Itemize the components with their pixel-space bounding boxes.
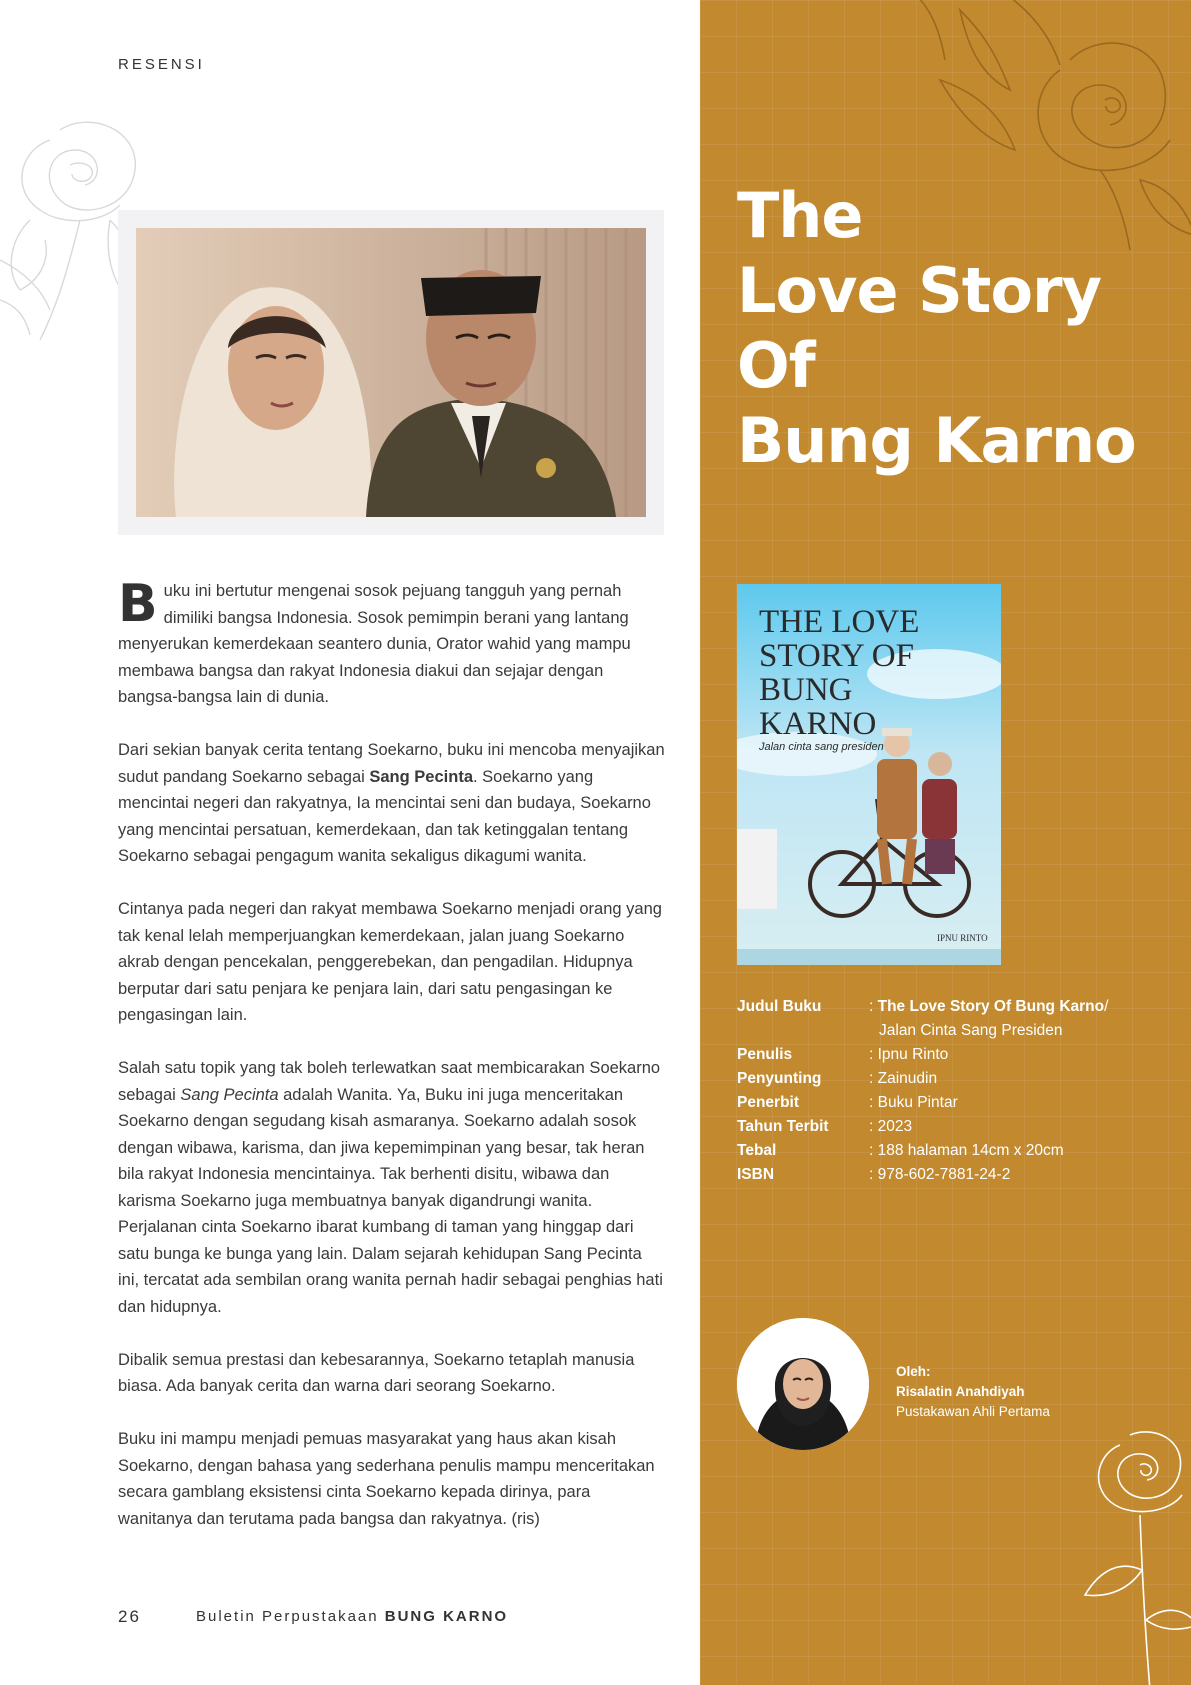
book-info-subtitle: Jalan Cinta Sang Presiden [879,1022,1063,1039]
book-info-editor-row: Penyunting : Zainudin [737,1070,938,1087]
cover-title-line-1: THE LOVE [759,604,920,640]
section-label: RESENSI [118,56,205,73]
photo-frame [118,210,664,535]
article-paragraph-3: Cintanya pada negeri dan rakyat membawa Soekarno menjadi orang yang tak kenal lelah memperjuangkan kemerdekaan, jalan juang Soekarno akrab dengan pencekalan, penggerebekan, dan pengadilan. Hidupnya berputar dari satu penjara ke penjara lain, dari satu pengasingan ke pengasingan lain. [118,900,662,1024]
soekarno-couple-photo [136,228,646,517]
book-info-title-row: Judul Buku : The Love Story Of Bung Karno/ [737,998,1109,1015]
dropcap-letter: B [118,574,158,634]
publication-name: Buletin Perpustakaan BUNG KARNO [196,1608,509,1625]
book-cover-image [737,584,1001,965]
right-panel [700,0,1191,1685]
page-title: The Love Story Of Bung Karno [737,179,1136,477]
article-paragraph-2: Dari sekian banyak cerita tentang Soekarno, buku ini mencoba menyajikan sudut pandang Soekarno sebagai Sang Pecinta. Soekarno yang mencintai negeri dan rakyatnya, Ia mencintai seni dan budaya, Soekarno yang mencintai persatuan, kemerdekaan, dan tak ketinggalan tentang Soekarno sebagai pengagum wanita sekaligus dikagumi wanita. [118,741,665,865]
book-info [737,995,1177,1187]
cover-author: IPNU RINTO [937,933,988,943]
reviewer-info [896,1362,1156,1422]
reviewer-role: Pustakawan Ahli Pertama [896,1404,1050,1419]
cover-subtitle: Jalan cinta sang presiden [759,741,884,753]
rose-outline-decoration-icon [1070,1420,1191,1685]
page-number: 26 [118,1607,141,1626]
reviewer-name: Risalatin Anahdiyah [896,1384,1025,1399]
cover-title-line-4: KARNO [759,706,877,742]
article-paragraph-4: Salah satu topik yang tak boleh terlewatkan saat membicarakan Soekarno sebagai Sang Pecinta adalah Wanita. Ya, Buku ini juga menceritakan Soekarno dengan segudang kisah asmaranya. Soekarno adalah sosok dengan wibawa, karisma, dan jiwa kepemimpinan yang besar, tak heran bila rakyat Indonesia mencintainya. Tak berhenti disitu, wibawa dan karisma Soekarno juga membuatnya banyak digandrungi wanita. Perjalanan cinta Soekarno ibarat kumbang di taman yang hinggap dari satu bunga ke bunga yang lain. Dalam sejarah kehidupan Sang Pecinta ini, tercatat ada sembilan orang wanita pernah hadir sebagai penghias hati dan hidupnya. [118,1059,663,1316]
cover-title-line-2: STORY OF [759,638,914,674]
cover-title-line-3: BUNG [759,672,853,708]
book-info-publisher-row: Penerbit : Buku Pintar [737,1094,958,1111]
reviewer-avatar [737,1318,869,1450]
book-info-isbn-row: ISBN : 978-602-7881-24-2 [737,1166,1011,1183]
article-body [118,574,666,1559]
book-info-pages-row: Tebal : 188 halaman 14cm x 20cm [737,1142,1064,1159]
article-paragraph-5: Dibalik semua prestasi dan kebesarannya, Soekarno tetaplah manusia biasa. Ada banyak cerita dan warna dari seorang Soekarno. [118,1350,635,1395]
article-paragraph-1: Buku ini bertutur mengenai sosok pejuang tangguh yang pernah dimiliki bangsa Indonesia. Sosok pemimpin berani yang lantang menyerukan kemerdekaan seantero dunia, Orator wahid yang mampu membawa bangsa dan rakyat Indonesia diakui dan sejajar dengan bangsa-bangsa lain di dunia. [118,574,631,706]
reviewer-by-label: Oleh: [896,1364,931,1379]
book-info-year-row: Tahun Terbit : 2023 [737,1118,913,1135]
article-paragraph-6: Buku ini mampu menjadi pemuas masyarakat yang haus akan kisah Soekarno, dengan bahasa yang sederhana penulis mampu menceritakan secara gamblang eksistensi cinta Soekarno kepada dirinya, para wanitanya dan terutama pada bangsa dan rakyatnya. (ris) [118,1430,655,1528]
book-info-author-row: Penulis : Ipnu Rinto [737,1046,949,1063]
